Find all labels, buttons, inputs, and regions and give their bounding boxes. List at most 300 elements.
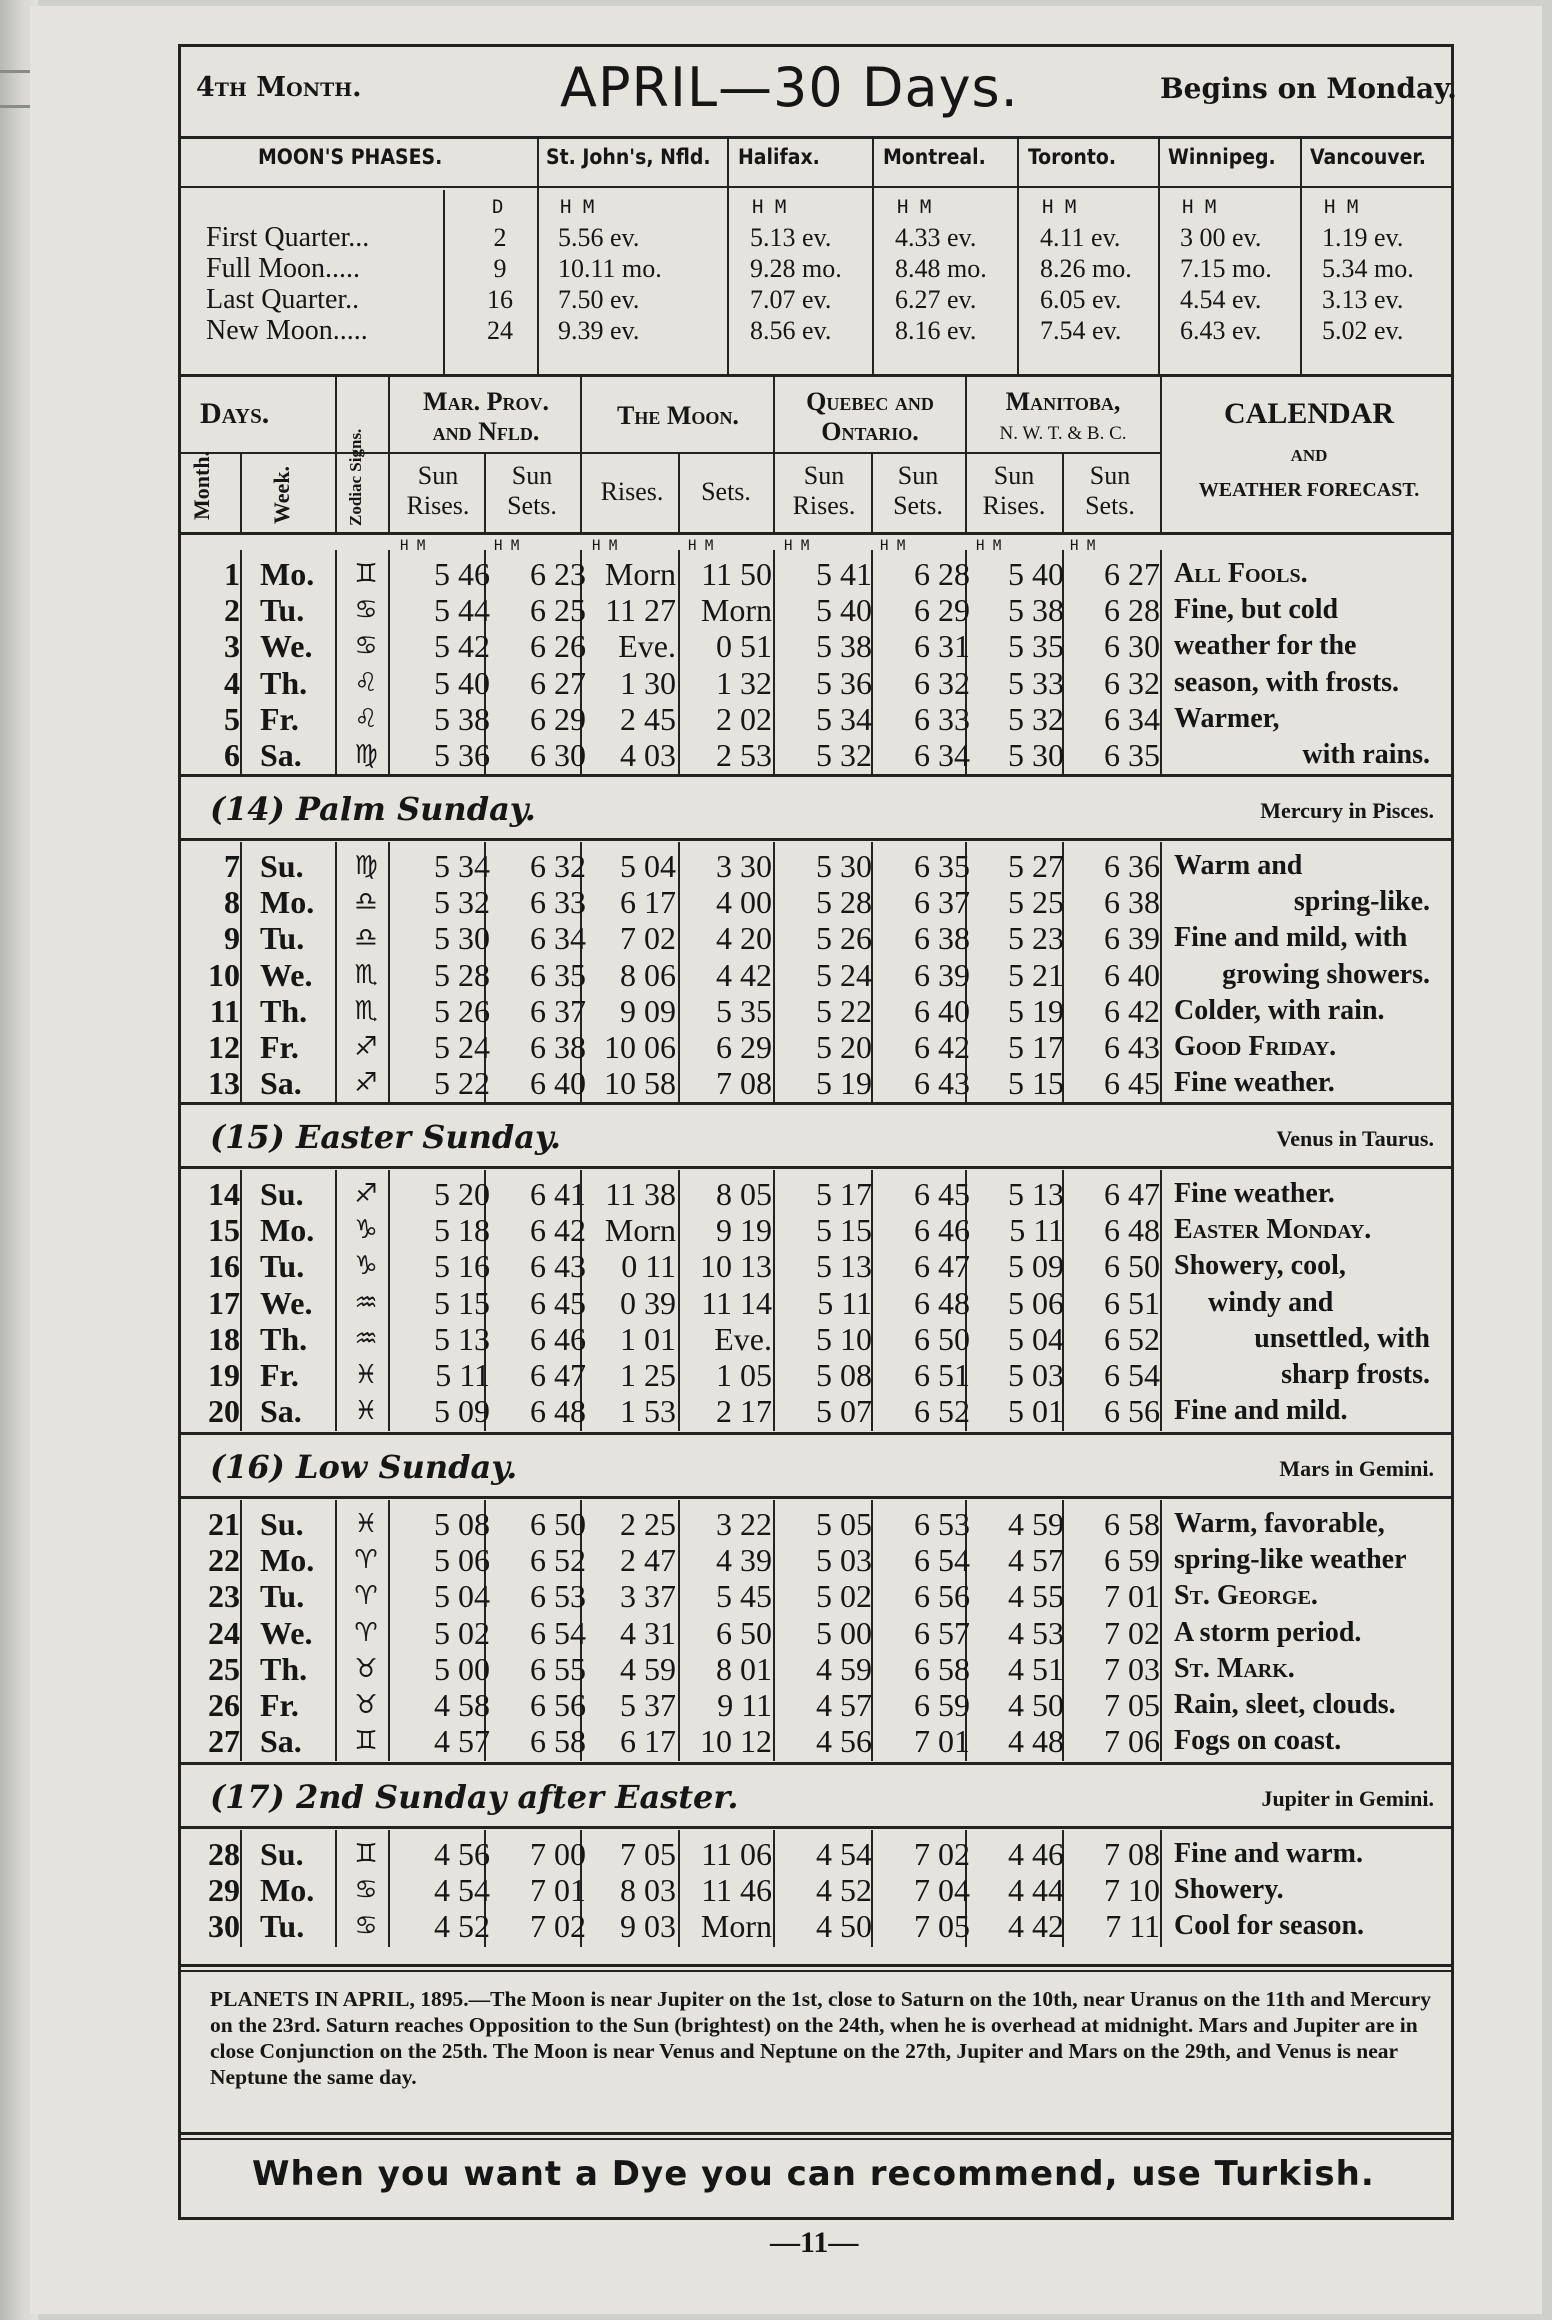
moon-rises-subheader: Rises. [600,477,664,506]
time-value: 5 38 [1008,592,1064,629]
day-row [178,1176,1454,1212]
weather-forecast: sharp frosts. [1281,1359,1430,1390]
day-of-week: Sa. [260,737,302,773]
time-value: 8 01 [716,1650,772,1687]
time-value: 5 34 [816,700,872,737]
time-value: 11 06 [701,1836,772,1872]
sunday-title: (15) Easter Sunday. [210,1118,562,1156]
time-value: 4 00 [716,884,772,921]
time-value: 5 11 [1009,1212,1064,1249]
column-rule [1160,376,1162,532]
day-of-week: Mo. [260,556,315,592]
time-value: 5 40 [1008,556,1064,592]
week-header: Week. [269,465,294,524]
time-value: 5 06 [434,1542,490,1579]
weather-forecast: Rain, sleet, clouds. [1174,1689,1396,1720]
time-value: 5 02 [434,1614,490,1651]
zodiac-sign-icon: ♓ [354,1396,378,1427]
time-value: 5 36 [434,737,490,773]
time-value: 2 02 [716,700,772,737]
time-value: 3 37 [620,1578,676,1615]
column-rule [240,452,242,532]
time-value: 5 13 [434,1320,490,1357]
weather-forecast: unsettled, with [1254,1322,1430,1354]
time-value: 6 55 [530,1650,586,1687]
time-value: 6 42 [1104,992,1160,1029]
day-of-week: Su. [260,1836,304,1872]
divider [178,1762,1454,1765]
time-value: 6 29 [530,700,586,737]
zodiac-sign-icon: ♐ [354,1068,378,1099]
time-value: 5 30 [1008,737,1064,773]
time-value: 6 45 [914,1176,970,1212]
weather-forecast: Easter Monday. [1174,1214,1372,1246]
time-value: 6 43 [530,1248,586,1285]
time-value: Morn [604,1212,676,1249]
phase-time: 7.15 mo. [1180,254,1272,283]
sunday-note: Mars in Gemini. [1279,1456,1434,1481]
weather-forecast: Warm and [1174,850,1303,881]
column-rule [388,376,390,532]
time-value: 5 05 [816,1506,872,1542]
divider [178,532,1454,535]
calendar-header-1: CALENDAR [1223,397,1394,430]
day-of-week: We. [260,628,313,665]
weather-forecast: spring-like weather [1174,1544,1407,1576]
time-value: 6 34 [530,920,586,957]
mar-prov-header-2: and Nfld. [432,417,540,446]
time-value: 6 58 [914,1650,970,1687]
time-value: 5 41 [816,556,872,592]
time-value: 6 54 [914,1542,970,1579]
time-value: 6 37 [914,884,970,921]
time-value: 5 45 [716,1578,772,1615]
time-value: 5 44 [434,592,490,629]
weather-forecast: Warm, favorable, [1174,1508,1385,1539]
page-number: —11— [770,2226,859,2259]
time-value: 0 39 [620,1284,676,1321]
time-value: 8 03 [620,1872,676,1909]
phase-day: 24 [487,316,513,345]
phase-time: 6.27 ev. [895,285,977,314]
day-of-month: 15 [208,1212,240,1249]
moon-phases-label: MOON'S PHASES. [258,145,443,169]
divider [178,1826,1454,1829]
divider [178,1166,1454,1169]
divider [178,1496,1454,1499]
hm-label: H M [1042,196,1077,218]
time-value: 6 38 [530,1029,586,1065]
time-value: 6 41 [530,1176,586,1212]
time-value: 5 09 [434,1393,490,1430]
sunday-note: Jupiter in Gemini. [1261,1786,1434,1811]
day-row [178,993,1454,1029]
time-value: 6 47 [1104,1176,1160,1212]
phase-time: 6.05 ev. [1040,285,1122,314]
day-row [178,1542,1454,1578]
phase-time: 7.54 ev. [1040,316,1122,345]
zodiac-header: Zodiac Signs. [346,428,365,526]
time-value: 4 55 [1008,1578,1064,1615]
advertisement-slogan: When you want a Dye you can recommend, use Turkish. [252,2154,1375,2194]
time-value: 6 30 [1104,628,1160,665]
sunday-note: Venus in Taurus. [1276,1126,1434,1151]
time-value: 5 07 [816,1393,872,1430]
manitoba-header-1: Manitoba, [1005,387,1121,416]
time-value: 6 28 [914,556,970,592]
time-value: 10 13 [700,1248,772,1285]
sunday-note: Mercury in Pisces. [1260,798,1434,823]
time-value: 6 33 [530,884,586,921]
weather-forecast: St. Mark. [1174,1652,1295,1684]
hm-label: H M [494,538,520,554]
day-of-month: 2 [224,592,240,629]
time-value: 5 24 [816,956,872,993]
time-value: 6 30 [530,737,586,773]
time-value: 5 30 [816,848,872,884]
time-value: 4 48 [1008,1723,1064,1760]
weather-forecast: Fine and warm. [1174,1838,1363,1869]
time-value: 5 04 [620,848,676,884]
time-value: 5 38 [816,628,872,665]
phase-time: 5.13 ev. [750,223,832,252]
day-of-week: We. [260,1614,313,1651]
weather-forecast: Fine weather. [1174,1067,1335,1099]
time-value: 4 56 [816,1723,872,1760]
time-value: 5 38 [434,700,490,737]
phase-time: 8.26 mo. [1040,254,1132,283]
column-rule [443,190,445,374]
time-value: 7 02 [620,920,676,957]
time-value: 4 20 [716,920,772,957]
day-column-label: D [492,196,504,218]
days-header: Days. [200,397,270,430]
hm-label: H M [752,196,787,218]
time-value: 5 36 [816,664,872,701]
column-rule [1158,138,1160,374]
time-value: 5 00 [816,1614,872,1651]
day-of-month: 6 [224,737,240,773]
day-row [178,1651,1454,1687]
time-value: Morn [604,556,676,592]
zodiac-sign-icon: ♉ [354,1653,378,1684]
zodiac-sign-icon: ♈ [354,1617,378,1648]
weather-forecast: with rains. [1302,739,1430,770]
day-of-month: 16 [208,1248,240,1285]
time-value: 5 08 [816,1357,872,1393]
day-of-month: 11 [209,992,240,1029]
time-value: 5 46 [434,556,490,592]
day-row [178,628,1454,664]
time-value: Morn [700,1908,772,1945]
divider [178,774,1454,777]
time-value: 9 19 [716,1212,772,1249]
day-row [178,1506,1454,1542]
time-value: 6 39 [914,956,970,993]
time-value: Eve. [618,628,676,665]
sun-subheader: Sun [417,461,459,490]
phase-time: 7.07 ev. [750,285,832,314]
sun-subheader: Sets. [507,491,557,520]
day-row [178,701,1454,737]
time-value: 5 17 [816,1176,872,1212]
time-value: 10 12 [700,1723,772,1760]
time-value: 6 46 [914,1212,970,1249]
time-value: 7 02 [914,1836,970,1872]
time-value: 6 48 [530,1393,586,1430]
time-value: 6 32 [1104,664,1160,701]
zodiac-sign-icon: ♐ [354,1032,378,1062]
time-value: 4 57 [816,1687,872,1723]
time-value: 6 42 [914,1029,970,1065]
day-of-week: Tu. [260,920,305,957]
time-value: 2 25 [620,1506,676,1542]
time-value: 5 08 [434,1506,490,1542]
calendar-header-2: AND [1290,446,1328,465]
time-value: 5 15 [434,1284,490,1321]
zodiac-sign-icon: ♉ [354,1690,378,1720]
day-row [178,1687,1454,1723]
hm-label: H M [897,196,932,218]
day-of-month: 20 [208,1393,240,1430]
time-value: 5 26 [434,992,490,1029]
time-value: 5 32 [1008,700,1064,737]
day-row [178,920,1454,956]
weather-forecast: Fine and mild, with [1174,922,1408,954]
sun-subheader: Rises. [792,491,856,520]
city-header: Halifax. [738,145,820,169]
city-header: Toronto. [1028,145,1117,169]
time-value: 6 28 [1104,592,1160,629]
phase-time: 1.19 ev. [1322,223,1404,252]
column-rule [727,138,729,374]
zodiac-sign-icon: ♈ [354,1545,378,1576]
time-value: 6 29 [914,592,970,629]
time-value: 6 40 [1104,956,1160,993]
time-value: 6 35 [914,848,970,884]
time-value: 2 45 [620,700,676,737]
time-value: 5 03 [1008,1357,1064,1393]
mar-prov-header-1: Mar. Prov. [423,387,549,416]
time-value: 6 45 [530,1284,586,1321]
time-value: 4 57 [434,1723,490,1760]
time-value: 6 34 [1104,700,1160,737]
day-of-month: 1 [224,556,240,592]
time-value: 6 26 [530,628,586,665]
time-value: 4 50 [816,1908,872,1945]
day-of-month: 25 [208,1650,240,1687]
zodiac-sign-icon: ♍ [354,740,378,770]
day-of-month: 14 [208,1176,240,1212]
phase-time: 9.28 mo. [750,254,842,283]
time-value: 5 04 [434,1578,490,1615]
time-value: 6 37 [530,992,586,1029]
time-value: 5 16 [434,1248,490,1285]
time-value: 6 50 [914,1320,970,1357]
time-value: 7 01 [914,1723,970,1760]
city-header: Winnipeg. [1168,145,1276,169]
time-value: 6 53 [530,1578,586,1615]
time-value: 4 52 [816,1872,872,1909]
time-value: 5 21 [1008,956,1064,993]
day-of-week: Tu. [260,1908,305,1945]
begins-on: Begins on Monday. [1160,72,1457,105]
sunday-title: (14) Palm Sunday. [210,790,536,828]
time-value: 6 27 [530,664,586,701]
zodiac-sign-icon: ♋ [354,595,378,626]
time-value: 6 33 [914,700,970,737]
time-value: 7 08 [716,1065,772,1102]
day-of-week: Th. [260,1650,308,1687]
time-value: 6 52 [1104,1320,1160,1357]
time-value: 4 53 [1008,1614,1064,1651]
time-value: 6 38 [914,920,970,957]
time-value: 6 43 [914,1065,970,1102]
time-value: 6 58 [1104,1506,1160,1542]
phase-time: 4.11 ev. [1040,223,1121,252]
time-value: 5 22 [816,992,872,1029]
time-value: 4 39 [716,1542,772,1579]
time-value: 6 48 [914,1284,970,1321]
zodiac-sign-icon: ♍ [354,851,378,881]
time-value: 9 11 [717,1687,772,1723]
city-header: Montreal. [883,145,986,169]
day-of-week: Th. [260,992,308,1029]
time-value: 6 52 [530,1542,586,1579]
sun-subheader: Sun [1089,461,1131,490]
city-header: Vancouver. [1310,145,1426,169]
month-header: Month. [189,450,214,520]
day-of-week: Fr. [260,1029,299,1065]
day-row [178,1321,1454,1357]
month-number: 4th Month. [196,72,362,103]
day-of-week: Mo. [260,884,315,921]
day-of-week: Sa. [260,1065,302,1102]
time-value: 6 40 [914,992,970,1029]
column-rule [1017,138,1019,374]
weather-forecast: Fine and mild. [1174,1395,1348,1427]
weather-forecast: All Fools. [1174,558,1308,589]
day-of-week: Fr. [260,700,299,737]
time-value: 6 59 [914,1687,970,1723]
phase-day: 9 [493,254,507,283]
divider [178,1432,1454,1435]
day-of-week: Su. [260,1506,304,1542]
day-of-month: 10 [208,956,240,993]
day-of-month: 8 [224,884,240,921]
time-value: 4 59 [816,1650,872,1687]
day-of-week: We. [260,1284,313,1321]
time-value: 6 46 [530,1320,586,1357]
weather-forecast: Showery. [1174,1874,1284,1906]
planets-note: PLANETS IN APRIL, 1895.—The Moon is near Jupiter on the 1st, close to Saturn on the 10th, near Uranus on the 11th and Mercury on the 23rd. Saturn reaches Opposition to the Sun (brightest) on the 24th, when he is overhead at midnight. Mars and Jupiter are in close Conjunction on the 25th. The Moon is near Venus and Neptune on the 27th, Jupiter and Mars on the 29th, and Venus is near Neptune the same day. [210,1987,1432,2089]
day-row [178,1908,1454,1944]
day-of-week: Su. [260,848,304,884]
time-value: 1 25 [620,1357,676,1393]
phase-time: 5.34 mo. [1322,254,1414,283]
column-rule [580,376,582,532]
phase-time: 5.56 ev. [558,223,640,252]
time-value: 5 37 [620,1687,676,1723]
divider [178,2138,1454,2140]
phase-time: 8.16 ev. [895,316,977,345]
phase-time: 4.33 ev. [895,223,977,252]
weather-forecast: windy and [1208,1286,1334,1318]
time-value: 5 33 [1008,664,1064,701]
day-of-week: Fr. [260,1687,299,1723]
zodiac-sign-icon: ♎ [354,923,378,954]
hm-label: H M [880,538,906,554]
phase-time: 9.39 ev. [558,316,640,345]
time-value: 5 01 [1008,1393,1064,1430]
divider [178,1970,1454,1972]
day-of-week: Sa. [260,1393,302,1430]
day-row [178,665,1454,701]
day-of-month: 26 [208,1687,240,1723]
time-value: 5 20 [816,1029,872,1065]
phase-day: 2 [493,223,507,252]
day-row [178,1357,1454,1393]
time-value: 6 56 [914,1578,970,1615]
zodiac-sign-icon: ♏ [354,959,378,990]
column-rule [1300,138,1302,374]
day-of-month: 5 [224,700,240,737]
day-row [178,737,1454,773]
time-value: 7 05 [620,1836,676,1872]
time-value: 5 18 [434,1212,490,1249]
zodiac-sign-icon: ♋ [354,631,378,662]
time-value: 6 23 [530,556,586,592]
day-of-month: 3 [224,628,240,665]
weather-forecast: Fine weather. [1174,1178,1335,1209]
sun-subheader: Sets. [1085,491,1135,520]
day-of-month: 13 [208,1065,240,1102]
day-of-week: Mo. [260,1872,315,1909]
day-of-month: 22 [208,1542,240,1579]
phase-name: Last Quarter.. [206,284,360,315]
day-row [178,1872,1454,1908]
page-title: APRIL—30 Days. [560,56,1019,119]
day-of-month: 12 [208,1029,240,1065]
sunday-title: (16) Low Sunday. [210,1448,518,1486]
weather-forecast: Colder, with rain. [1174,994,1385,1026]
time-value: 0 51 [716,628,772,665]
time-value: 5 34 [434,848,490,884]
time-value: 6 17 [620,884,676,921]
zodiac-sign-icon: ♒ [354,1323,378,1354]
time-value: 5 40 [816,592,872,629]
phase-time: 7.50 ev. [558,285,640,314]
hm-label: H M [400,538,426,554]
sun-subheader: Sun [897,461,939,490]
time-value: 5 09 [1008,1248,1064,1285]
time-value: 2 47 [620,1542,676,1579]
time-value: Morn [700,592,772,629]
day-of-month: 23 [208,1578,240,1615]
time-value: 4 44 [1008,1872,1064,1909]
time-value: 7 10 [1104,1872,1160,1909]
time-value: 4 58 [434,1687,490,1723]
time-value: 6 40 [530,1065,586,1102]
divider [178,1964,1454,1967]
time-value: 6 45 [1104,1065,1160,1102]
time-value: 2 53 [716,737,772,773]
phase-time: 3.13 ev. [1322,285,1404,314]
time-value: 5 13 [1008,1176,1064,1212]
time-value: 4 42 [1008,1908,1064,1945]
time-value: 6 36 [1104,848,1160,884]
weather-forecast: spring-like. [1293,886,1430,918]
